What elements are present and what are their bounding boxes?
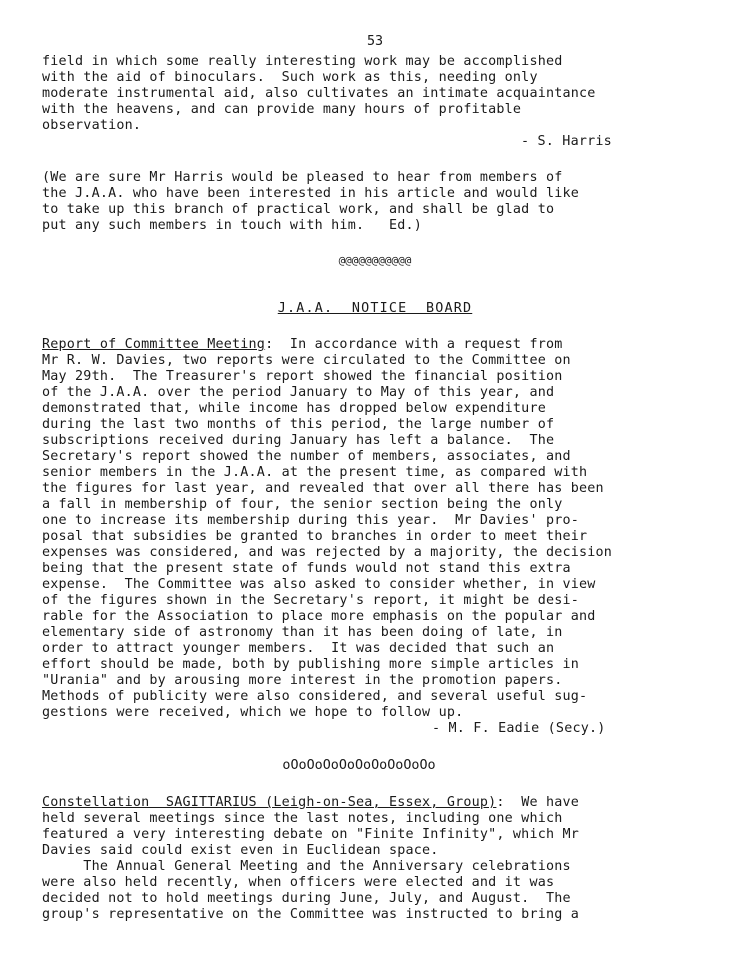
text-line: group's representative on the Committee was instructed to bring a <box>42 907 580 922</box>
text-line: order to attract younger members. It was decided that such an <box>42 641 555 656</box>
text-line: a fall in membership of four, the senior section being the only <box>42 497 563 512</box>
section-ornament: oOoOoOoOoOoOoOoOoOo <box>282 758 436 773</box>
text-line: with the aid of binoculars. Such work as this, needing only <box>42 70 538 85</box>
text-line: gestions were received, which we hope to follow up. <box>42 705 464 720</box>
text-line: "Urania" and by arousing more interest in the promotion papers. <box>42 673 563 688</box>
section-ornament: @@@@@@@@@@@ <box>338 254 412 267</box>
text-line: the figures for last year, and revealed that over all there has been <box>42 481 604 496</box>
text-line: of the J.A.A. over the period January to May of this year, and <box>42 385 555 400</box>
text-line: were also held recently, when officers were elected and it was <box>42 875 555 890</box>
text-line: Methods of publicity were also considered, and several useful sug- <box>42 689 588 704</box>
text-line: (We are sure Mr Harris would be pleased to hear from members of <box>42 170 563 185</box>
text-line: effort should be made, both by publishing more simple articles in <box>42 657 580 672</box>
page-number: 53 <box>366 34 384 49</box>
text-line: Davies said could exist even in Euclidean space. <box>42 843 439 858</box>
report-heading: Report of Committee Meeting <box>42 337 266 352</box>
signature-harris: - S. Harris <box>521 134 612 149</box>
text-line: the J.A.A. who have been interested in his article and would like <box>42 186 580 201</box>
text-line: posal that subsidies be granted to branches in order to meet their <box>42 529 588 544</box>
text-line: observation. <box>42 118 142 133</box>
text-line: one to increase its membership during this year. Mr Davies' pro- <box>42 513 580 528</box>
text-line: expenses was considered, and was rejected by a majority, the decision <box>42 545 613 560</box>
text-line: during the last two months of this period, the large number of <box>42 417 555 432</box>
text-line <box>42 337 563 353</box>
text-line: of the figures shown in the Secretary's report, it might be desi- <box>42 593 580 608</box>
text-line <box>42 795 579 811</box>
text-line: featured a very interesting debate on "Finite Infinity", which Mr <box>42 827 580 842</box>
text-line: being that the present state of funds would not stand this extra <box>42 561 571 576</box>
text-line: elementary side of astronomy than it has been doing of late, in <box>42 625 563 640</box>
text-line: field in which some really interesting work may be accomplished <box>42 54 563 69</box>
text-line: rable for the Association to place more emphasis on the popular and <box>42 609 596 624</box>
notice-board-title: J.A.A. NOTICE BOARD <box>277 301 473 316</box>
text-run: : In accordance with a request from <box>265 337 563 352</box>
text-line: put any such members in touch with him. Ed.) <box>42 218 423 233</box>
text-line: expense. The Committee was also asked to consider whether, in view <box>42 577 596 592</box>
text-line: demonstrated that, while income has dropped below expenditure <box>42 401 546 416</box>
text-line: to take up this branch of practical work, and shall be glad to <box>42 202 555 217</box>
text-line: held several meetings since the last notes, including one which <box>42 811 563 826</box>
text-line: Mr R. W. Davies, two reports were circulated to the Committee on <box>42 353 571 368</box>
text-line: May 29th. The Treasurer's report showed the financial position <box>42 369 563 384</box>
text-run: : We have <box>496 795 580 810</box>
text-line: moderate instrumental aid, also cultivates an intimate acquaintance <box>42 86 596 101</box>
text-line: decided not to hold meetings during June, July, and August. The <box>42 891 571 906</box>
text-line: with the heavens, and can provide many hours of profitable <box>42 102 522 117</box>
constellation-heading: Constellation SAGITTARIUS (Leigh-on-Sea, Essex, Group) <box>42 795 497 810</box>
text-line: senior members in the J.A.A. at the present time, as compared with <box>42 465 588 480</box>
text-line: Secretary's report showed the number of members, associates, and <box>42 449 571 464</box>
text-line: subscriptions received during January has left a balance. The <box>42 433 555 448</box>
text-line: The Annual General Meeting and the Anniversary celebrations <box>42 859 571 874</box>
signature-eadie: - M. F. Eadie (Secy.) <box>432 721 606 736</box>
